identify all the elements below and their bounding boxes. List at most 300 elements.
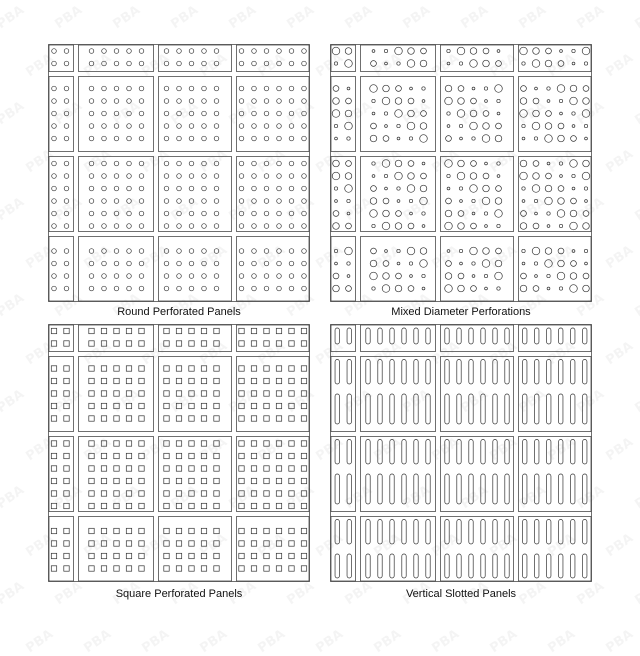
slot xyxy=(390,360,394,385)
hole xyxy=(445,97,453,105)
panel xyxy=(519,517,592,582)
square-hole xyxy=(126,328,131,333)
hole xyxy=(164,249,169,254)
square-hole xyxy=(239,378,244,383)
watermark-mark xyxy=(168,3,201,32)
hole xyxy=(214,199,219,204)
slot xyxy=(414,440,418,465)
square-hole xyxy=(51,378,56,383)
square-hole xyxy=(164,378,169,383)
hole xyxy=(397,200,400,203)
hole xyxy=(102,211,107,216)
hole xyxy=(546,48,552,54)
hole xyxy=(408,110,415,117)
hole xyxy=(264,49,269,54)
hole xyxy=(89,199,94,204)
hole xyxy=(472,87,475,90)
square-hole xyxy=(89,478,94,483)
vertical-slotted-caption: Vertical Slotted Panels xyxy=(405,588,517,600)
hole xyxy=(89,49,94,54)
hole xyxy=(164,274,169,279)
square-hole xyxy=(251,416,256,421)
hole xyxy=(89,99,94,104)
hole xyxy=(302,61,307,66)
hole xyxy=(372,50,375,53)
slot xyxy=(535,554,539,578)
watermark-mark xyxy=(0,99,27,128)
square-hole xyxy=(201,503,206,508)
square-hole xyxy=(101,328,106,333)
square-hole xyxy=(51,503,56,508)
hole xyxy=(408,98,414,104)
panel xyxy=(519,437,592,512)
hole xyxy=(572,49,575,52)
hole xyxy=(397,137,400,140)
hole xyxy=(89,224,94,229)
square-hole xyxy=(114,491,119,496)
square-hole xyxy=(64,366,69,371)
square-hole xyxy=(301,491,306,496)
slot xyxy=(571,360,575,385)
hole xyxy=(264,61,269,66)
slot xyxy=(547,328,551,344)
square-hole xyxy=(301,566,306,571)
hole xyxy=(421,48,427,54)
hole xyxy=(522,137,525,140)
hole xyxy=(397,62,400,65)
square-hole xyxy=(214,466,219,471)
square-hole xyxy=(251,403,256,408)
panel xyxy=(237,517,310,582)
slot xyxy=(390,440,394,465)
slot xyxy=(335,328,339,344)
slot xyxy=(481,360,485,385)
square-hole xyxy=(126,403,131,408)
hole xyxy=(164,49,169,54)
square-hole xyxy=(276,328,281,333)
hole xyxy=(277,274,282,279)
hole xyxy=(202,49,207,54)
slot xyxy=(426,520,430,545)
hole xyxy=(64,199,69,204)
panel xyxy=(237,157,310,232)
hole xyxy=(252,261,257,266)
hole xyxy=(395,172,403,180)
slot xyxy=(457,328,461,344)
panel xyxy=(441,45,514,72)
hole xyxy=(239,186,244,191)
slot xyxy=(347,474,351,504)
hole xyxy=(264,86,269,91)
square-hole xyxy=(251,453,256,458)
panel xyxy=(361,437,436,512)
slot xyxy=(402,554,406,578)
panel xyxy=(361,237,436,302)
slot xyxy=(402,440,406,465)
hole xyxy=(252,249,257,254)
hole xyxy=(189,186,194,191)
hole xyxy=(177,211,182,216)
hole xyxy=(570,273,577,280)
hole xyxy=(164,111,169,116)
hole xyxy=(52,261,57,266)
watermark-mark xyxy=(313,627,346,656)
hole xyxy=(214,286,219,291)
slot xyxy=(583,440,587,465)
square-hole xyxy=(64,466,69,471)
watermark-mark xyxy=(0,291,27,320)
square-hole xyxy=(251,466,256,471)
hole xyxy=(264,124,269,129)
hole xyxy=(535,212,538,215)
square-hole xyxy=(301,378,306,383)
hole xyxy=(572,125,575,128)
watermark-mark xyxy=(0,483,27,512)
slot xyxy=(571,328,575,344)
hole xyxy=(139,124,144,129)
square-hole xyxy=(201,541,206,546)
square-hole xyxy=(276,491,281,496)
hole xyxy=(289,249,294,254)
slot xyxy=(559,440,563,465)
square-hole xyxy=(189,441,194,446)
hole xyxy=(64,224,69,229)
hole xyxy=(347,137,350,140)
vertical-slotted-swatch xyxy=(330,324,592,582)
hole xyxy=(64,249,69,254)
hole xyxy=(570,285,578,293)
hole xyxy=(484,87,487,90)
watermark-mark xyxy=(632,579,640,608)
square-hole xyxy=(89,403,94,408)
square-hole xyxy=(289,416,294,421)
hole xyxy=(420,60,427,67)
square-hole xyxy=(126,478,131,483)
hole xyxy=(239,49,244,54)
square-hole xyxy=(164,391,169,396)
hole xyxy=(447,49,450,52)
hole xyxy=(583,285,590,292)
hole xyxy=(289,274,294,279)
square-hole xyxy=(301,341,306,346)
slot xyxy=(335,360,339,385)
hole xyxy=(460,262,463,265)
hole xyxy=(102,249,107,254)
hole xyxy=(520,98,527,105)
hole xyxy=(584,249,587,252)
hole xyxy=(420,135,428,143)
watermark-mark xyxy=(139,627,172,656)
panel xyxy=(49,237,74,302)
hole xyxy=(472,137,475,140)
square-hole xyxy=(201,553,206,558)
hole xyxy=(420,185,427,192)
hole xyxy=(558,61,564,67)
panel xyxy=(331,325,356,352)
square-perforated-pattern xyxy=(48,324,310,582)
hole xyxy=(522,262,525,265)
square-hole xyxy=(176,503,181,508)
slot xyxy=(493,360,497,385)
square-hole xyxy=(251,541,256,546)
square-hole xyxy=(264,466,269,471)
square-hole xyxy=(301,403,306,408)
square-hole xyxy=(101,366,106,371)
hole xyxy=(114,224,119,229)
hole xyxy=(114,111,119,116)
round-perforated-swatch xyxy=(48,44,310,302)
square-hole xyxy=(239,441,244,446)
hole xyxy=(239,261,244,266)
panel xyxy=(361,357,436,432)
square-hole xyxy=(89,528,94,533)
hole xyxy=(408,161,414,167)
square-hole xyxy=(164,503,169,508)
hole xyxy=(410,212,413,215)
hole xyxy=(189,261,194,266)
square-hole xyxy=(176,528,181,533)
hole xyxy=(447,174,450,177)
hole xyxy=(396,86,402,92)
hole xyxy=(214,124,219,129)
square-hole xyxy=(164,541,169,546)
square-hole xyxy=(289,528,294,533)
panel xyxy=(159,77,232,152)
square-hole xyxy=(139,391,144,396)
hole xyxy=(302,211,307,216)
slot xyxy=(571,554,575,578)
hole xyxy=(471,286,477,292)
hole xyxy=(482,260,490,268)
hole xyxy=(570,85,577,92)
slot xyxy=(335,394,339,424)
square-hole xyxy=(176,466,181,471)
hole xyxy=(177,286,182,291)
watermark-mark xyxy=(284,3,317,32)
hole xyxy=(333,86,339,92)
square-hole xyxy=(276,391,281,396)
square-hole xyxy=(164,466,169,471)
hole xyxy=(264,199,269,204)
hole xyxy=(139,86,144,91)
hole xyxy=(64,274,69,279)
hole xyxy=(89,249,94,254)
square-hole xyxy=(301,553,306,558)
hole xyxy=(334,62,337,65)
hole xyxy=(289,186,294,191)
square-hole xyxy=(89,378,94,383)
hole xyxy=(252,174,257,179)
hole xyxy=(460,137,463,140)
square-hole xyxy=(114,378,119,383)
hole xyxy=(177,61,182,66)
panel xyxy=(237,237,310,302)
hole xyxy=(302,99,307,104)
hole xyxy=(446,261,452,267)
hole xyxy=(127,111,132,116)
square-hole xyxy=(89,491,94,496)
hole xyxy=(572,187,575,190)
hole xyxy=(252,161,257,166)
hole xyxy=(583,273,589,279)
square-hole xyxy=(264,503,269,508)
hole xyxy=(89,174,94,179)
slot xyxy=(426,328,430,344)
hole xyxy=(333,160,340,167)
hole xyxy=(445,273,452,280)
hole xyxy=(177,161,182,166)
hole xyxy=(445,85,452,92)
hole xyxy=(189,99,194,104)
square-hole xyxy=(201,491,206,496)
hole xyxy=(459,62,462,65)
hole xyxy=(277,161,282,166)
hole xyxy=(457,47,465,55)
hole xyxy=(407,60,415,68)
hole xyxy=(252,61,257,66)
hole xyxy=(520,47,528,55)
hole xyxy=(127,174,132,179)
slot xyxy=(535,360,539,385)
hole xyxy=(127,86,132,91)
hole xyxy=(64,261,69,266)
square-hole xyxy=(51,553,56,558)
hole xyxy=(558,248,564,254)
square-hole xyxy=(301,453,306,458)
square-hole xyxy=(176,553,181,558)
hole xyxy=(447,62,450,65)
square-hole xyxy=(164,453,169,458)
hole xyxy=(177,261,182,266)
hole xyxy=(127,274,132,279)
hole xyxy=(422,87,425,90)
square-hole xyxy=(64,416,69,421)
hole xyxy=(164,136,169,141)
slot xyxy=(366,554,370,578)
hole xyxy=(521,211,527,217)
square-hole xyxy=(189,491,194,496)
panel xyxy=(519,77,592,152)
hole xyxy=(64,136,69,141)
hole xyxy=(334,124,337,127)
square-hole xyxy=(51,441,56,446)
hole xyxy=(127,124,132,129)
hole xyxy=(446,136,452,142)
hole xyxy=(139,99,144,104)
slot xyxy=(378,520,382,545)
hole xyxy=(547,274,550,277)
hole xyxy=(497,99,500,102)
hole xyxy=(139,49,144,54)
hole xyxy=(202,174,207,179)
slot xyxy=(481,520,485,545)
hole xyxy=(177,49,182,54)
slot xyxy=(414,554,418,578)
hole xyxy=(127,136,132,141)
hole xyxy=(114,61,119,66)
square-hole xyxy=(89,328,94,333)
hole xyxy=(52,86,57,91)
slot xyxy=(547,394,551,424)
hole xyxy=(64,186,69,191)
panel xyxy=(361,45,436,72)
hole xyxy=(102,174,107,179)
hole xyxy=(289,199,294,204)
hole xyxy=(239,111,244,116)
hole xyxy=(482,197,490,205)
hole xyxy=(532,122,540,130)
watermark-mark xyxy=(110,3,143,32)
hole xyxy=(397,124,400,127)
hole xyxy=(89,61,94,66)
hole xyxy=(372,162,375,165)
hole xyxy=(410,275,413,278)
hole xyxy=(289,86,294,91)
square-hole xyxy=(276,566,281,571)
square-hole xyxy=(201,528,206,533)
hole xyxy=(333,211,339,217)
hole xyxy=(164,261,169,266)
hole xyxy=(177,86,182,91)
hole xyxy=(559,224,562,227)
hole xyxy=(545,260,553,268)
hole xyxy=(521,86,527,92)
hole xyxy=(177,111,182,116)
hole xyxy=(458,285,465,292)
hole xyxy=(214,274,219,279)
slot xyxy=(457,474,461,504)
square-hole xyxy=(276,453,281,458)
hole xyxy=(332,110,340,118)
slot xyxy=(481,440,485,465)
square-hole xyxy=(89,553,94,558)
hole xyxy=(384,112,387,115)
square-hole xyxy=(176,441,181,446)
hole xyxy=(333,273,339,279)
hole xyxy=(522,249,525,252)
hole xyxy=(585,137,588,140)
hole xyxy=(395,110,403,118)
panel xyxy=(331,437,356,512)
hole xyxy=(289,61,294,66)
slot xyxy=(457,360,461,385)
slot xyxy=(402,520,406,545)
hole xyxy=(497,162,500,165)
hole xyxy=(164,211,169,216)
square-hole xyxy=(126,341,131,346)
panel xyxy=(49,437,74,512)
square-hole xyxy=(101,453,106,458)
hole xyxy=(558,186,564,192)
hole xyxy=(532,185,540,193)
square-hole xyxy=(301,441,306,446)
hole xyxy=(139,249,144,254)
square-hole xyxy=(51,391,56,396)
square-hole xyxy=(64,553,69,558)
hole xyxy=(332,47,340,55)
hole xyxy=(52,274,57,279)
hole xyxy=(89,186,94,191)
square-hole xyxy=(89,466,94,471)
hole xyxy=(535,275,538,278)
hole xyxy=(371,248,377,254)
hole xyxy=(458,211,464,217)
slot xyxy=(366,440,370,465)
panel xyxy=(79,237,154,302)
hole xyxy=(457,172,465,180)
slot xyxy=(523,394,527,424)
hole xyxy=(371,123,377,129)
